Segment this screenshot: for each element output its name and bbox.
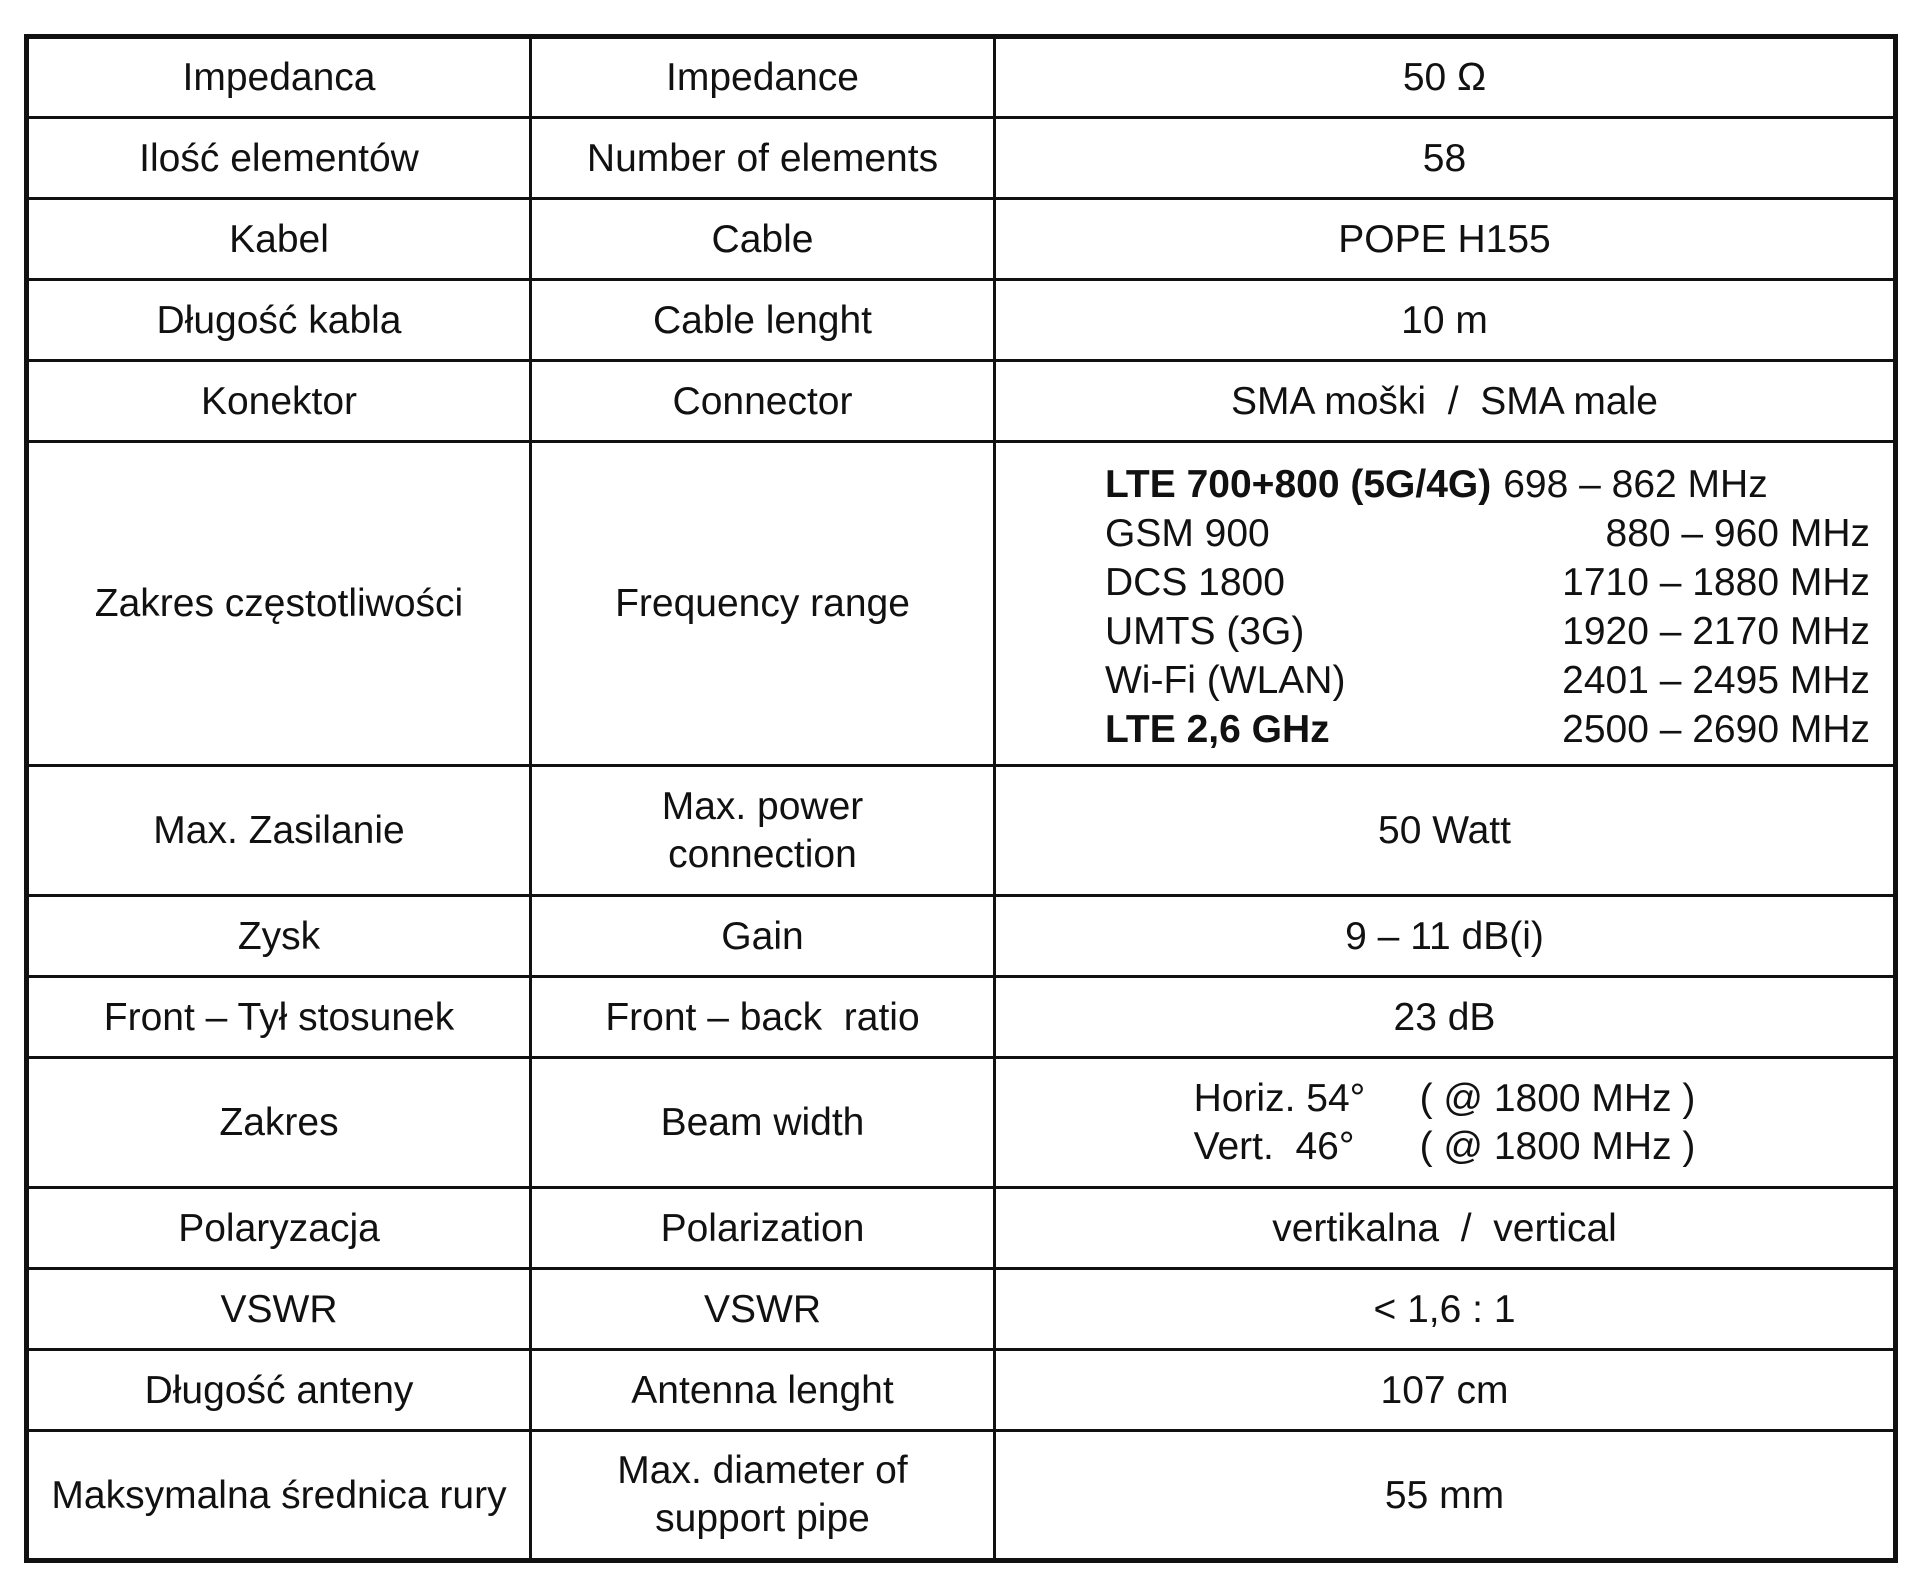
table-row — [27, 1058, 1896, 1188]
value-cell: 55 mm — [995, 1431, 1896, 1561]
label-en: VSWR — [531, 1269, 995, 1350]
frequency-range-cell — [995, 442, 1896, 766]
table-row — [27, 1350, 1896, 1431]
label-en: Number of elements — [531, 118, 995, 199]
band-name: Wi-Fi (WLAN) — [1105, 658, 1346, 702]
value-cell: 9 – 11 dB(i) — [995, 896, 1896, 977]
frequency-band-list — [1105, 460, 1870, 754]
band-name: GSM 900 — [1105, 511, 1270, 555]
frequency-band-row — [1105, 558, 1870, 607]
frequency-band-row — [1105, 705, 1870, 754]
label-pl: VSWR — [27, 1269, 531, 1350]
frequency-band-row — [1105, 460, 1870, 509]
label-en: Beam width — [531, 1058, 995, 1188]
beam-note: ( @ 1800 MHz ) — [1419, 1124, 1696, 1168]
band-range: 1710 – 1880 MHz — [1562, 560, 1870, 604]
band-name: DCS 1800 — [1105, 560, 1285, 604]
label-pl: Front – Tył stosunek — [27, 977, 531, 1058]
table-row — [27, 1188, 1896, 1269]
frequency-band-row — [1105, 509, 1870, 558]
table-row — [27, 896, 1896, 977]
value-cell: 23 dB — [995, 977, 1896, 1058]
label-pl: Kabel — [27, 199, 531, 280]
beam-angle: Vert. 46° — [1193, 1124, 1355, 1168]
beam-angle: Horiz. 54° — [1193, 1076, 1366, 1120]
label-pl: Zakres — [27, 1058, 531, 1188]
frequency-band-row — [1105, 607, 1870, 656]
label-pl: Długość anteny — [27, 1350, 531, 1431]
value-cell: SMA moški / SMA male — [995, 361, 1896, 442]
label-pl: Zysk — [27, 896, 531, 977]
table-row — [27, 199, 1896, 280]
table-row — [27, 977, 1896, 1058]
band-range: 2500 – 2690 MHz — [1562, 707, 1870, 751]
label-en: Cable — [531, 199, 995, 280]
label-en: Connector — [531, 361, 995, 442]
label-pl: Maksymalna średnica rury — [27, 1431, 531, 1561]
band-name: LTE 700+800 (5G/4G) — [1105, 462, 1492, 506]
label-en: Cable lenght — [531, 280, 995, 361]
table-row — [27, 1431, 1896, 1561]
band-range: 2401 – 2495 MHz — [1562, 658, 1870, 702]
beam-width-row — [1194, 1123, 1696, 1171]
table-row — [27, 280, 1896, 361]
beam-width-row — [1194, 1075, 1696, 1123]
band-name: LTE 2,6 GHz — [1105, 707, 1330, 751]
label-en: Max. power connection — [531, 766, 995, 896]
value-cell: 10 m — [995, 280, 1896, 361]
value-cell: 50 Watt — [995, 766, 1896, 896]
value-cell: 58 — [995, 118, 1896, 199]
band-range: 880 – 960 MHz — [1605, 511, 1870, 555]
label-pl: Impedanca — [27, 37, 531, 118]
label-en: Max. diameter of support pipe — [531, 1431, 995, 1561]
value-cell: 107 cm — [995, 1350, 1896, 1431]
table-row — [27, 361, 1896, 442]
table-row — [27, 118, 1896, 199]
value-cell: vertikalna / vertical — [995, 1188, 1896, 1269]
beam-width-list — [1194, 1075, 1696, 1171]
band-range: 698 – 862 MHz — [1503, 462, 1768, 506]
value-cell: < 1,6 : 1 — [995, 1269, 1896, 1350]
spec-table — [24, 34, 1898, 1563]
label-pl: Ilość elementów — [27, 118, 531, 199]
label-en: Front – back ratio — [531, 977, 995, 1058]
label-pl: Długość kabla — [27, 280, 531, 361]
table-row — [27, 1269, 1896, 1350]
table-row — [27, 766, 1896, 896]
label-pl: Polaryzacja — [27, 1188, 531, 1269]
label-pl: Max. Zasilanie — [27, 766, 531, 896]
label-en: Polarization — [531, 1188, 995, 1269]
label-pl: Zakres częstotliwości — [27, 442, 531, 766]
band-range: 1920 – 2170 MHz — [1562, 609, 1870, 653]
label-en: Impedance — [531, 37, 995, 118]
label-en: Frequency range — [531, 442, 995, 766]
label-pl: Konektor — [27, 361, 531, 442]
label-en: Antenna lenght — [531, 1350, 995, 1431]
beam-width-cell — [995, 1058, 1896, 1188]
value-cell: 50 Ω — [995, 37, 1896, 118]
band-name: UMTS (3G) — [1105, 609, 1305, 653]
table-row — [27, 442, 1896, 766]
frequency-band-row — [1105, 656, 1870, 705]
table-row — [27, 37, 1896, 118]
label-en: Gain — [531, 896, 995, 977]
value-cell: POPE H155 — [995, 199, 1896, 280]
beam-note: ( @ 1800 MHz ) — [1419, 1076, 1696, 1120]
